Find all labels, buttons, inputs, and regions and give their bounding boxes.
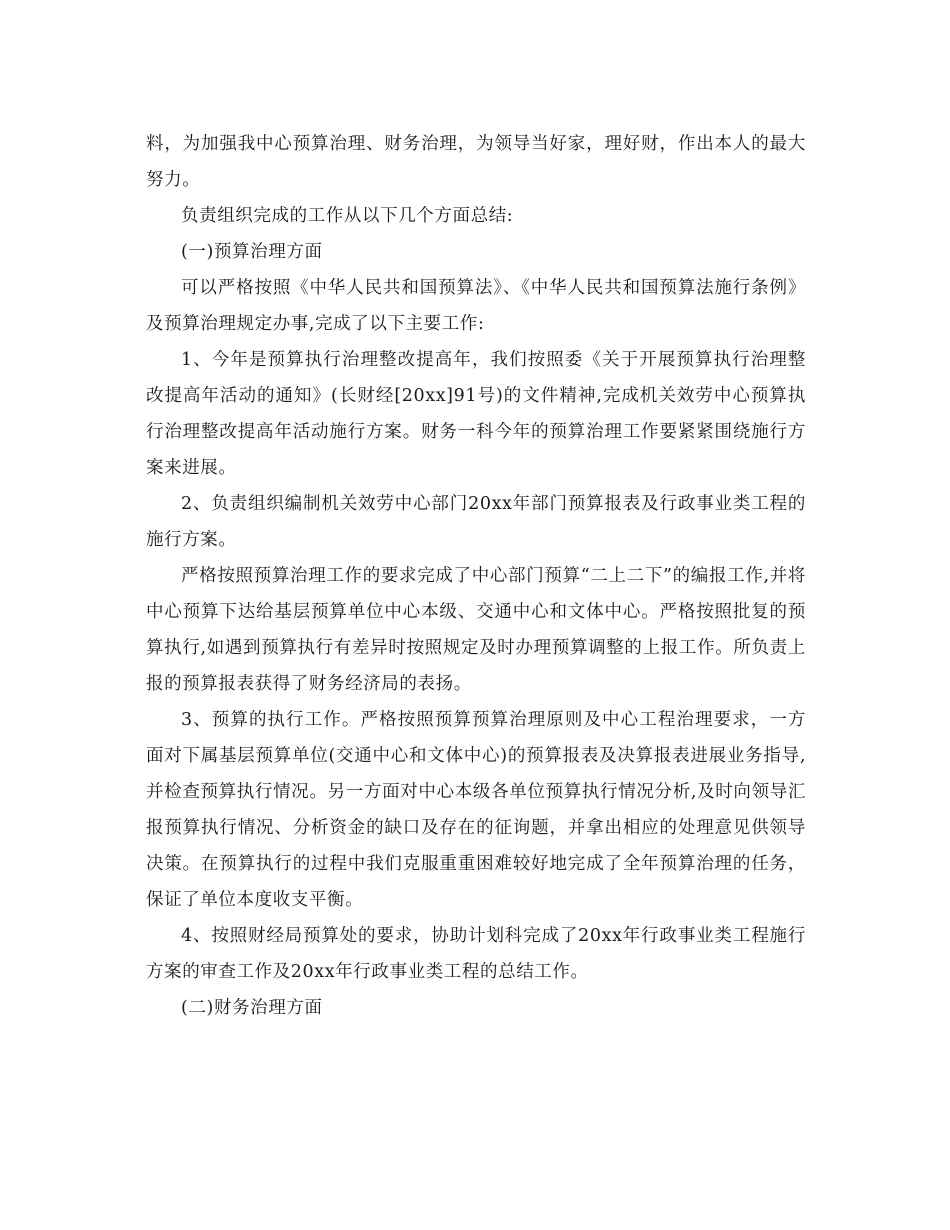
paragraph-1: 料，为加强我中心预算治理、财务治理，为领导当好家，理好财，作出本人的最大努力。 <box>146 134 806 190</box>
paragraph-item-4: 4、按照财经局预算处的要求，协助计划科完成了20xx年行政事业类工程施行方案的审查工作及20xx年行政事业类工程的总结工作。 <box>146 926 806 982</box>
paragraph-4: 可以严格按照《中华人民共和国预算法》、《中华人民共和国预算法施行条例》及预算治理规定办事,完成了以下主要工作: <box>146 278 806 334</box>
section-heading-budget: (一)预算治理方面 <box>181 242 323 262</box>
document-body <box>146 126 806 1026</box>
paragraph-item-1: 1、今年是预算执行治理整改提高年，我们按照委《关于开展预算执行治理整改提高年活动的通知》(长财经[20xx]91号)的文件精神,完成机关效劳中心预算执行治理整改提高年活动施行方案。财务一科今年的预算治理工作要紧紧围绕施行方案来进展。 <box>146 350 806 478</box>
paragraph-item-2: 2、负责组织编制机关效劳中心部门20xx年部门预算报表及行政事业类工程的施行方案。 <box>146 494 806 550</box>
paragraph-7: 严格按照预算治理工作的要求完成了中心部门预算“二上二下”的编报工作,并将中心预算下达给基层预算单位中心本级、交通中心和文体中心。严格按照批复的预算执行,如遇到预算执行有差异时按照规定及时办理预算调整的上报工作。所负责上报的预算报表获得了财务经济局的表扬。 <box>146 566 806 694</box>
paragraph-2: 负责组织完成的工作从以下几个方面总结: <box>181 206 514 226</box>
paragraph-item-3: 3、预算的执行工作。严格按照预算预算治理原则及中心工程治理要求，一方面对下属基层预算单位(交通中心和文体中心)的预算报表及决算报表进展业务指导,并检查预算执行情况。另一方面对中心本级各单位预算执行情况分析,及时向领导汇报预算执行情况、分析资金的缺口及存在的征询题，并拿出相应的处理意见供领导决策。在预算执行的过程中我们克服重重困难较好地完成了全年预算治理的任务，保证了单位本度收支平衡。 <box>146 710 806 910</box>
section-heading-finance: (二)财务治理方面 <box>181 998 323 1018</box>
